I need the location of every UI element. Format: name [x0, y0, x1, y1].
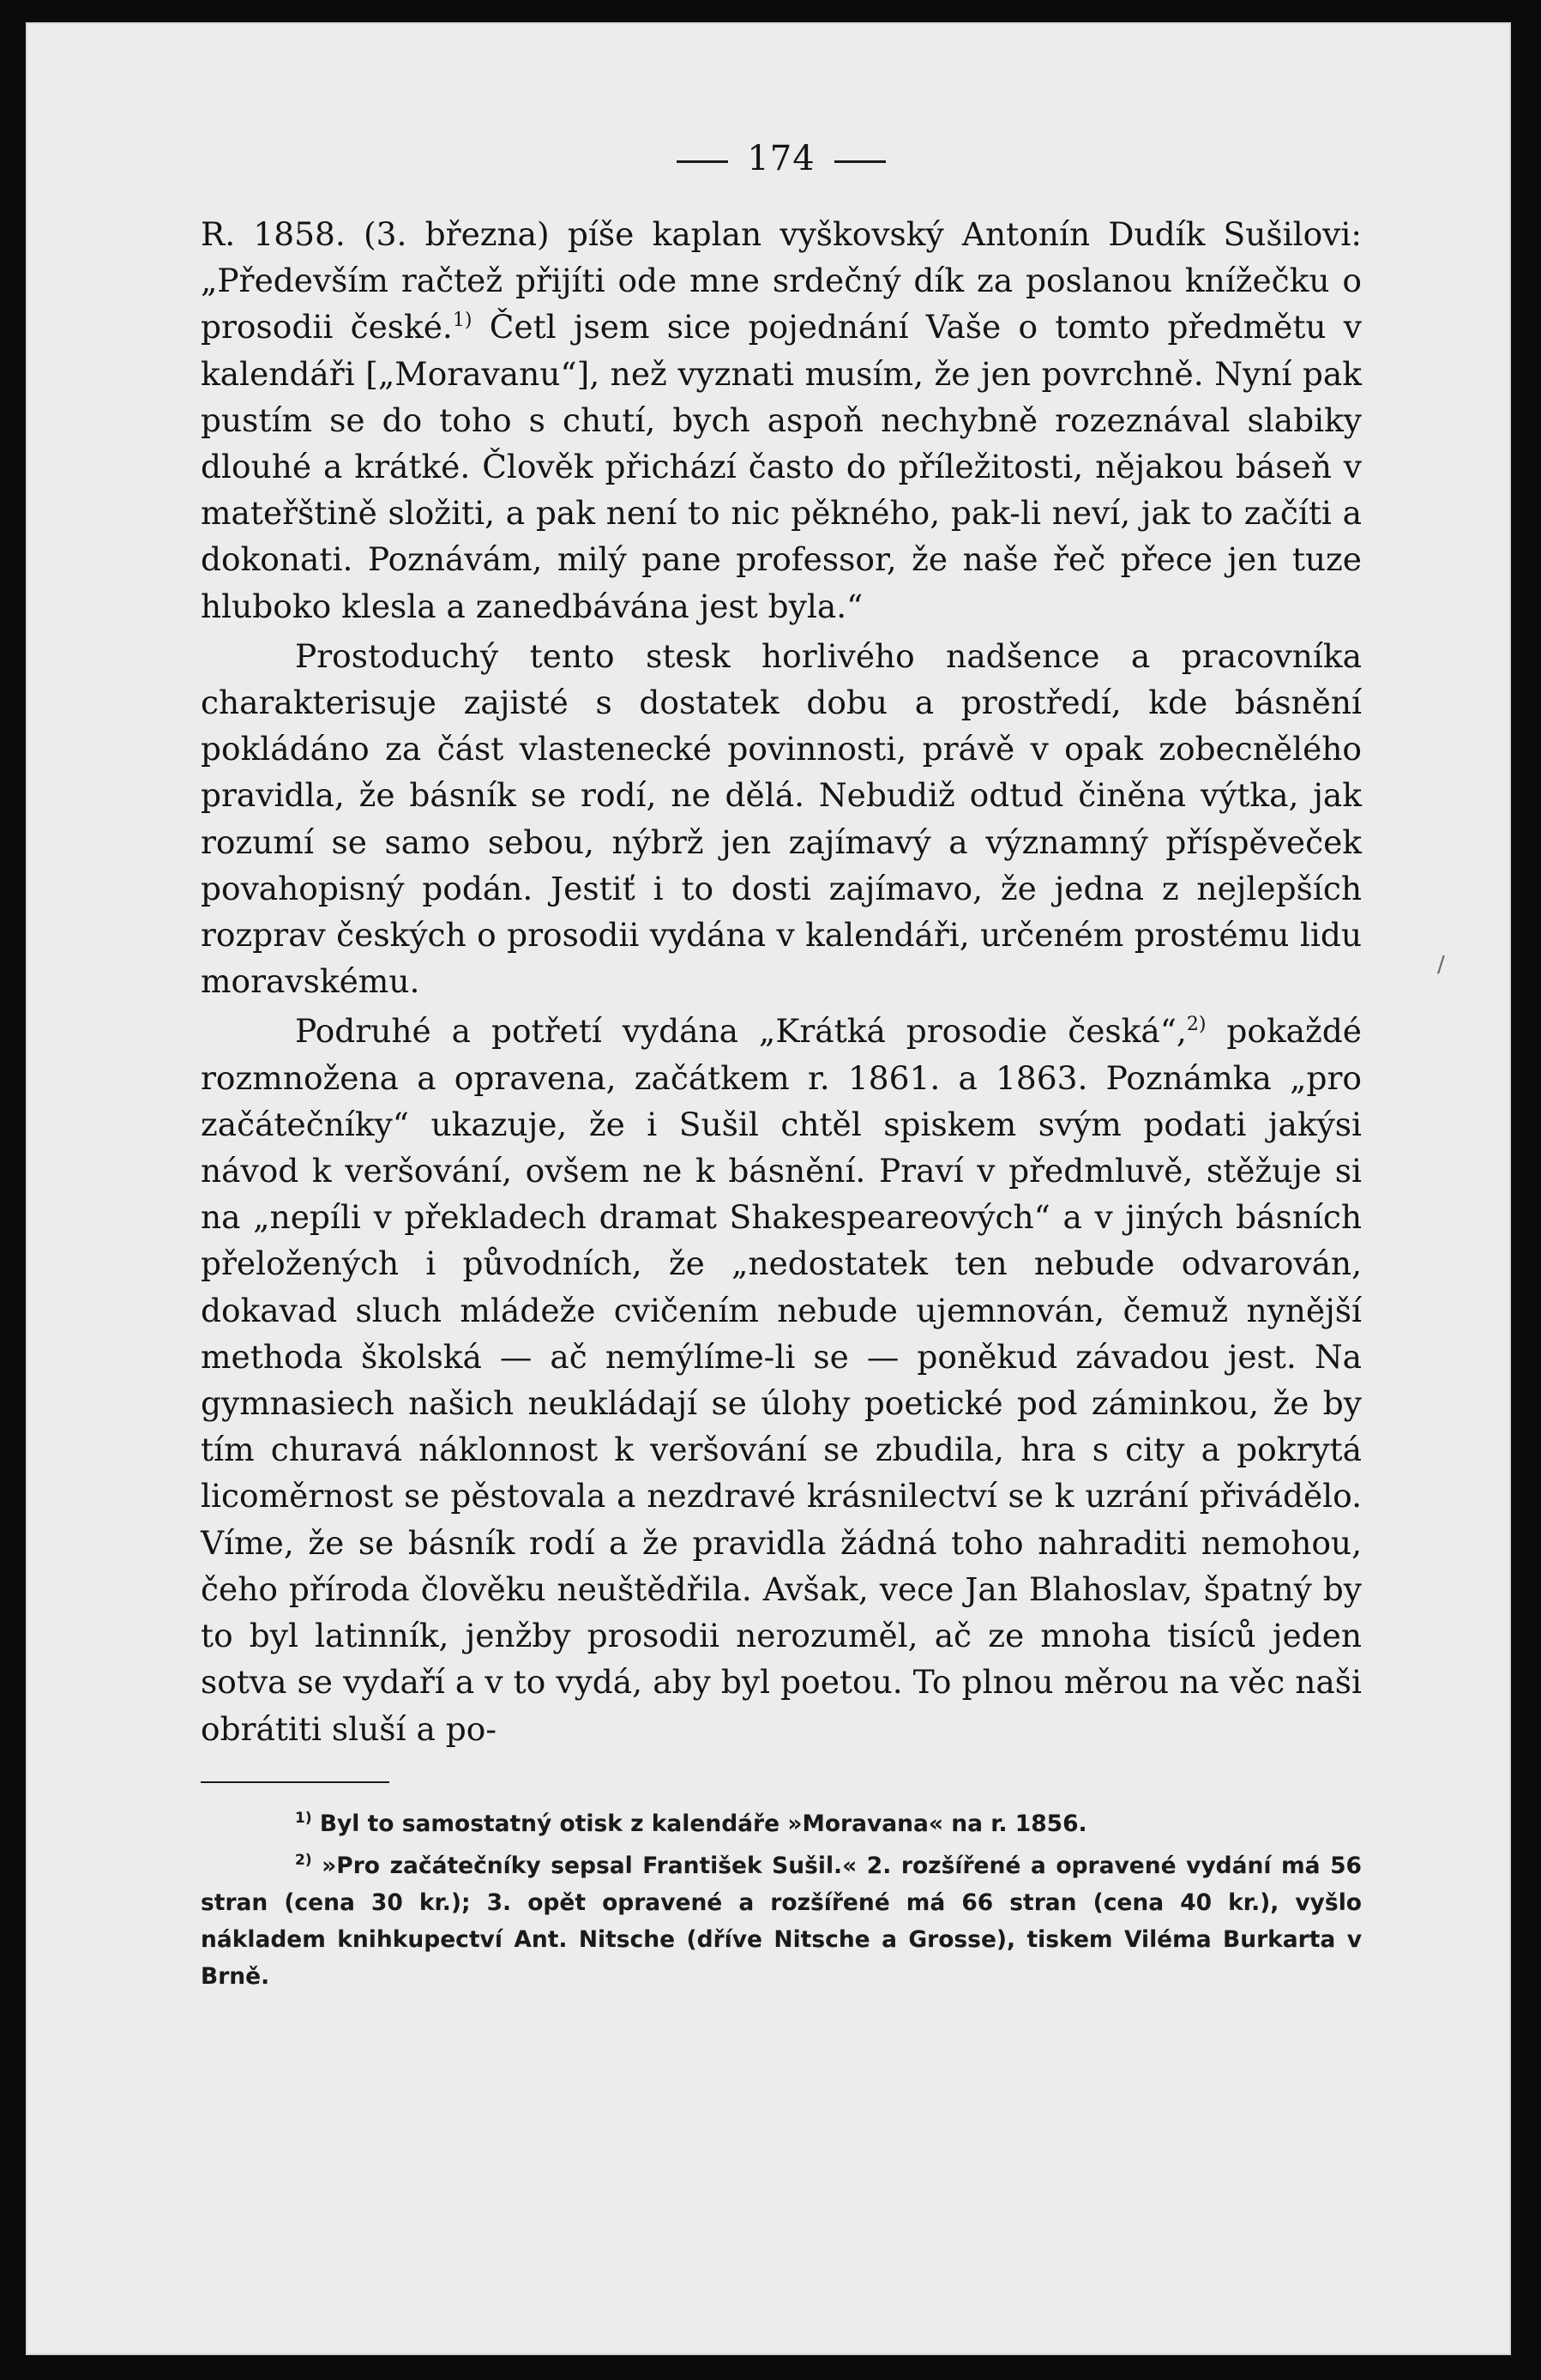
footnote-1 [201, 1805, 1362, 1842]
paragraph-2-text: Prostoduchý tento stesk horlivého nadšence a pracovníka charakterisuje zajisté s dostatek dobu a prostředí, kde básnění pokládáno za část vlastenecké povinnosti, právě v opak zobecnělého pravidla, že básník se rodí, ne dělá. Nebudiž odtud činěna výtka, jak rozumí se samo sebou, nýbrž jen zajímavý a významný příspěveček povahopisný podán. Jestiť i to dosti zajímavo, že jedna z nejlepších rozprav českých o prosodii vydána v kalendáři, určeném prostému lidu moravskému. [201, 636, 1362, 1001]
footnote-ref-1[interactable]: 1) [452, 310, 473, 332]
paragraph-3-text-a: Podruhé a potřetí vydána „Krátká prosodie česká“, [295, 1012, 1187, 1051]
page-number-value: 174 [747, 139, 816, 178]
paragraph-3-text-b: pokaždé rozmnožena a opravena, začátkem r. 1861. a 1863. Poznámka „pro začátečníky“ ukazuje, že i Sušil chtěl spiskem svým podati jakýsi návod k veršování, ovšem ne k básnění. Praví v předmluvě, stěžuje si na „nepíli v překladech dramat Shakespeareových“ a v jiných básních přeložených i původních, že „nedostatek ten nebude odvarován, dokavad sluch mládeže cvičením nebude ujemnován, čemuž nynější methoda školská — ač nemýlíme-li se — poněkud závadou jest. Na gymnasiech našich neukládají se úlohy poetické pod záminkou, že by tím churavá náklonnost k veršování se zbudila, hra s city a pokrytá licoměrnost se pěstovala a nezdravé krásnilectví se k uzrání přivádělo. Víme, že se básník rodí a že pravidla žádná toho nahraditi nemohou, čeho příroda člověku neuštědřila. Avšak, vece Jan Blahoslav, špatný by to byl latinník, jenžby prosodii nerozuměl, ač ze mnoha tisíců jeden sotva se vydaří a v to vydá, aby byl poetou. To plnou měrou na věc naši obrátiti sluší a po- [201, 1012, 1362, 1748]
footnote-2 [201, 1847, 1362, 1995]
paragraph-2 [201, 633, 1362, 1005]
footnote-1-mark: 1) [295, 1809, 312, 1827]
footnotes [201, 1805, 1362, 1995]
paragraph-1-text-a: R. 1858. (3. března) píše kaplan vyškovský Antonín Dudík Sušilovi: „Především račtež přijíti ode mne srdečný dík za poslanou knížečku o prosodii české. [201, 215, 1362, 346]
page-number-dash-right [834, 160, 886, 163]
footnote-1-text: Byl to samostatný otisk z kalendáře »Moravana« na r. 1856. [311, 1810, 1087, 1837]
footnote-2-text: »Pro začátečníky sepsal František Sušil.« 2. rozšířené a opravené vydání má 56 stran (cena 30 kr.); 3. opět opravené a rozšířené má 66 stran (cena 40 kr.), vyšlo nákladem knihkupectví Ant. Nitsche (dříve Nitsche a Grosse), tiskem Viléma Burkarta v Brně. [201, 1852, 1362, 1990]
footnote-ref-2[interactable]: 2) [1186, 1014, 1207, 1036]
paragraph-3 [201, 1008, 1362, 1751]
page-number-dash-left [677, 160, 728, 163]
margin-speck: / [1437, 952, 1445, 978]
footnote-separator [201, 1781, 389, 1783]
page-number [201, 137, 1362, 180]
footnote-2-mark: 2) [295, 1851, 312, 1869]
page-content [201, 137, 1362, 2000]
paragraph-1 [201, 211, 1362, 630]
paragraph-1-text-b: Četl jsem sice pojednání Vaše o tomto předmětu v kalendáři [„Moravanu“], než vyznati musím, že jen povrchně. Nyní pak pustím se do toho s chutí, bych aspoň nechybně rozeznával slabiky dlouhé a krátké. Člověk přichází často do příležitosti, nějakou báseň v mateřštině složiti, a pak není to nic pěkného, pak-li neví, jak to začíti a dokonati. Poznávám, milý pane professor, že naše řeč přece jen tuze hluboko klesla a zanedbávána jest byla.“ [201, 308, 1362, 625]
